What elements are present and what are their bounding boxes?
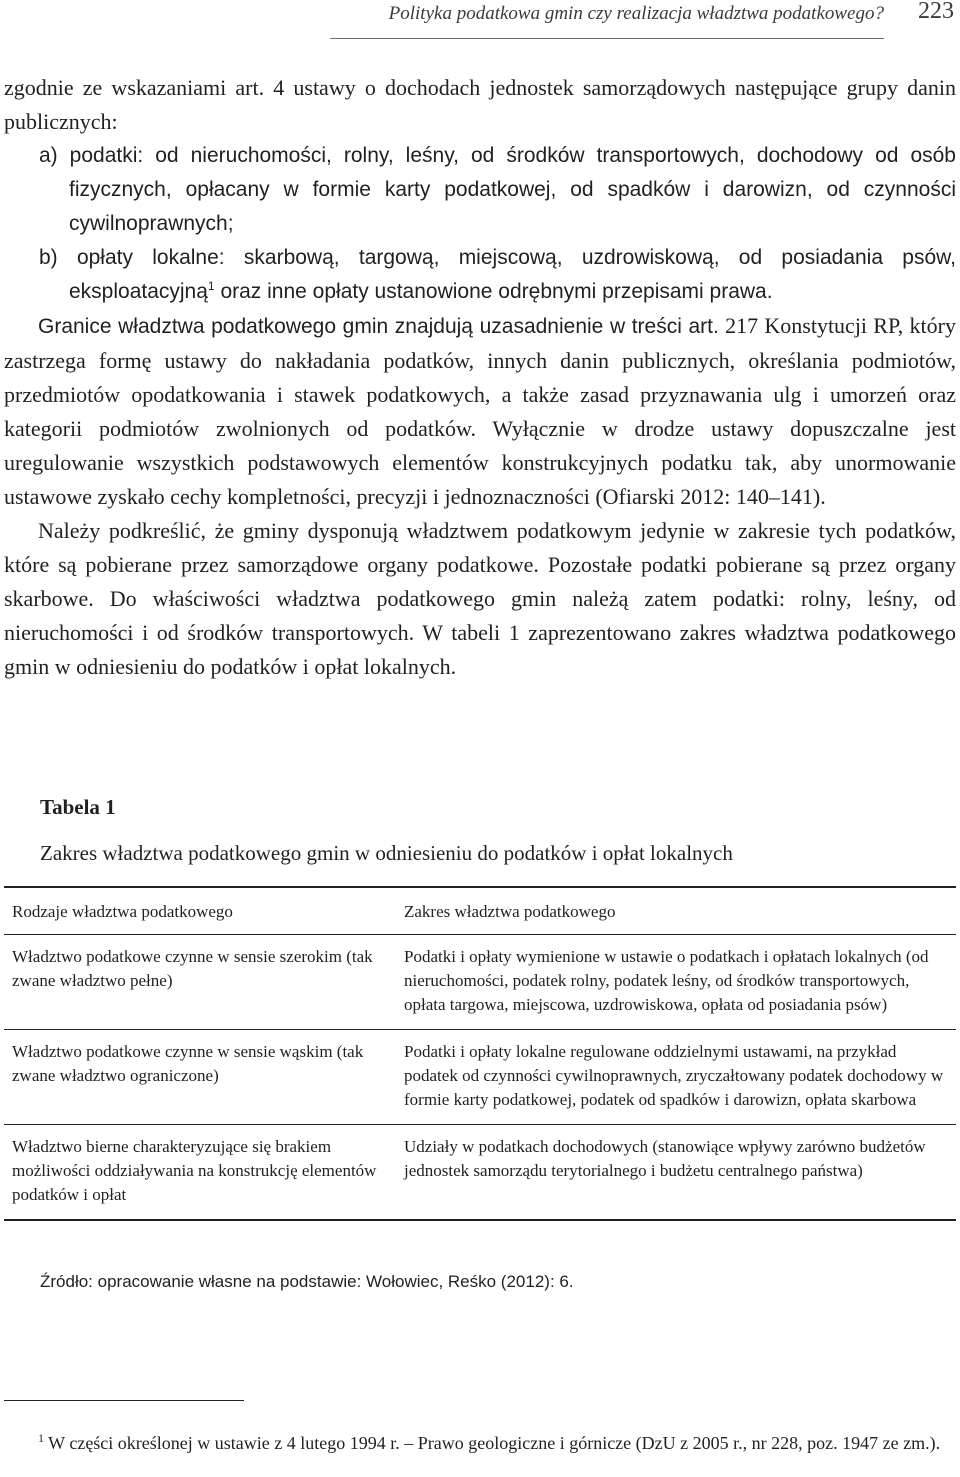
table-cell: Podatki i opłaty lokalne regulowane oddzielnymi ustawami, na przykład podatek od czynności cywilnoprawnych, zryczałtowany podatek dochodowy w formie karty podatkowej, podatek od spadków i darowizn, opłata skarbowa xyxy=(396,1030,956,1125)
header-rule xyxy=(330,38,884,39)
footnote xyxy=(4,1432,956,1454)
table-row xyxy=(4,935,956,1030)
footnote-rule xyxy=(4,1400,244,1401)
paragraph-constitution xyxy=(4,309,956,514)
column-header: Rodzaje władztwa podatkowego xyxy=(4,887,396,935)
paragraph-lead: Granice władztwa podatkowego gmin znajdują uzasadnienie w treści art. xyxy=(38,315,719,338)
table-cell: Udziały w podatkach dochodowych (stanowiące wpływy zarówno budżetów jednostek samorządu terytorialnego i budżetu centralnego państwa) xyxy=(396,1125,956,1221)
list-item-b-text-end: oraz inne opłaty ustanowione odrębnymi przepisami prawa. xyxy=(214,280,773,303)
table-source: Źródło: opracowanie własne na podstawie: Wołowiec, Reśko (2012): 6. xyxy=(40,1272,574,1291)
table-cell: Podatki i opłaty wymienione w ustawie o podatkach i opłatach lokalnych (od nieruchomości, podatek rolny, podatek leśny, od środków transportowych, opłata targowa, miejscowa, uzdrowiskowa, opłata od posiadania psów) xyxy=(396,935,956,1030)
list-item-b xyxy=(4,241,956,309)
table-header-row xyxy=(4,887,956,935)
tax-authority-table xyxy=(4,886,956,1221)
body-text xyxy=(4,71,956,684)
column-header: Zakres władztwa podatkowego xyxy=(396,887,956,935)
paragraph-gminy: Należy podkreślić, że gminy dysponują władztwem podatkowym jedynie w zakresie tych podatków, które są pobierane przez samorządowe organy podatkowe. Pozostałe podatki pobierane są przez organy skarbowe. Do właściwości władztwa podatkowego gmin należą zatem podatki: rolny, leśny, od nieruchomości i od środków transportowych. W tabeli 1 zaprezentowano zakres władztwa podatkowego gmin w odniesieniu do podatków i opłat lokalnych. xyxy=(4,518,956,679)
running-title: Polityka podatkowa gmin czy realizacja władztwa podatkowego? xyxy=(388,3,884,24)
running-header xyxy=(0,0,960,40)
footnote-marker: 1 xyxy=(38,1431,44,1445)
table-cell: Władztwo podatkowe czynne w sensie wąskim (tak zwane władztwo ograniczone) xyxy=(4,1030,396,1125)
page-number: 223 xyxy=(918,0,954,24)
table-cell: Władztwo podatkowe czynne w sensie szerokim (tak zwane władztwo pełne) xyxy=(4,935,396,1030)
table-row xyxy=(4,1125,956,1221)
list-item-a: a) podatki: od nieruchomości, rolny, leśny, od środków transportowych, dochodowy od osób fizycznych, opłacany w formie karty podatkowej, od spadków i darowizn, od czynności cywilnoprawnych; xyxy=(39,144,956,235)
paragraph-body: 217 Konstytucji RP, który zastrzega formę ustawy do nakładania podatków, innych danin publicznych, określania podmiotów, przedmiotów opodatkowania i stawek podatkowych, a także zasad przyznawania ulg i umorzeń oraz kategorii podmiotów zwolnionych od podatków. Wyłącznie w drodze ustawy dopuszczalne jest uregulowanie wszystkich podstawowych elementów konstrukcyjnych podatku tak, aby unormowanie ustawowe zyskało cechy kompletności, precyzji i jednoznaczności (Ofiarski 2012: 140–141). xyxy=(4,313,956,509)
list-item-b-text: b) opłaty lokalne: skarbową, targową, miejscową, uzdrowiskową, od posiadania psów, eksploatacyjną xyxy=(39,246,956,303)
table-cell: Władztwo bierne charakteryzujące się brakiem możliwości oddziaływania na konstrukcję elementów podatków i opłat xyxy=(4,1125,396,1221)
table-row xyxy=(4,1030,956,1125)
table-caption: Zakres władztwa podatkowego gmin w odniesieniu do podatków i opłat lokalnych xyxy=(40,841,733,865)
table-label: Tabela 1 xyxy=(40,795,116,819)
footnote-ref: 1 xyxy=(207,279,215,293)
footnote-text: W części określonej w ustawie z 4 lutego 1994 r. – Prawo geologiczne i górnicze (DzU z 2005 r., nr 228, poz. 1947 ze zm.). xyxy=(44,1433,941,1453)
intro-paragraph: zgodnie ze wskazaniami art. 4 ustawy o dochodach jednostek samorządowych następujące grupy danin publicznych: xyxy=(4,75,956,134)
